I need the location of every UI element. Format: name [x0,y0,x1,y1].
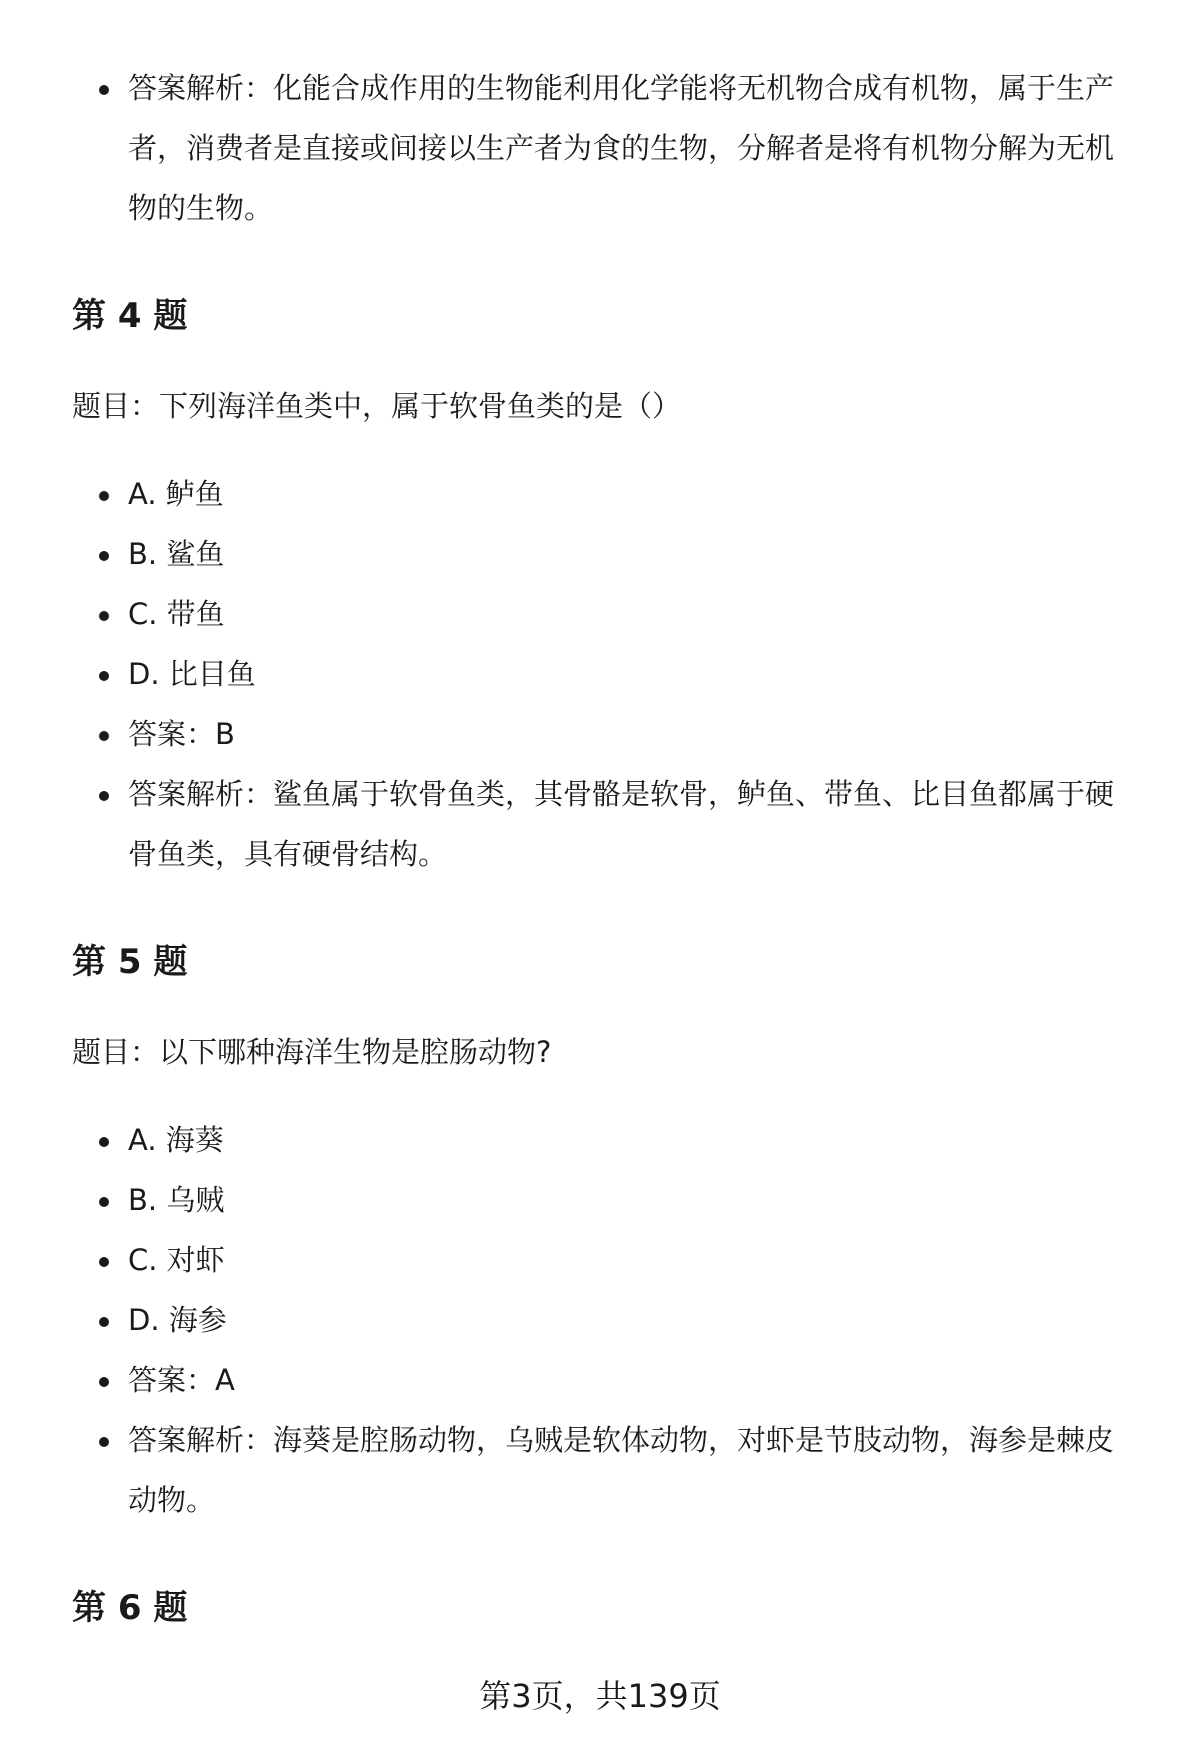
q5-option-d: D. 海参 [72,1290,1142,1350]
q4-option-d: D. 比目鱼 [72,644,1142,704]
q5-option-a: A. 海葵 [72,1110,1142,1170]
q4-option-c: C. 带鱼 [72,584,1142,644]
q5-option-c: C. 对虾 [72,1230,1142,1290]
q4-heading: 第 4 题 [72,296,188,336]
q5-options-list [72,1110,1142,1530]
q5-heading: 第 5 题 [72,942,188,982]
q6-heading: 第 6 题 [72,1588,188,1628]
q5-option-b: B. 乌贼 [72,1170,1142,1230]
page-footer: 第3页，共139页 [479,1677,721,1715]
q5-explanation: 答案解析：海葵是腔肠动物，乌贼是软体动物，对虾是节肢动物，海参是棘皮动物。 [72,1410,1142,1530]
q3-explanation-list [72,58,1142,238]
q5-answer: 答案：A [72,1350,1142,1410]
q4-stem: 题目：下列海洋鱼类中，属于软骨鱼类的是（） [72,389,682,423]
q5-stem: 题目：以下哪种海洋生物是腔肠动物? [72,1035,552,1069]
q4-options-list [72,464,1142,884]
q4-option-a: A. 鲈鱼 [72,464,1142,524]
q3-explanation: 答案解析：化能合成作用的生物能利用化学能将无机物合成有机物，属于生产者，消费者是直接或间接以生产者为食的生物，分解者是将有机物分解为无机物的生物。 [72,58,1142,238]
q4-explanation: 答案解析：鲨鱼属于软骨鱼类，其骨骼是软骨，鲈鱼、带鱼、比目鱼都属于硬骨鱼类，具有硬骨结构。 [72,764,1142,884]
q4-answer: 答案：B [72,704,1142,764]
page-content [72,58,1142,1638]
q4-option-b: B. 鲨鱼 [72,524,1142,584]
